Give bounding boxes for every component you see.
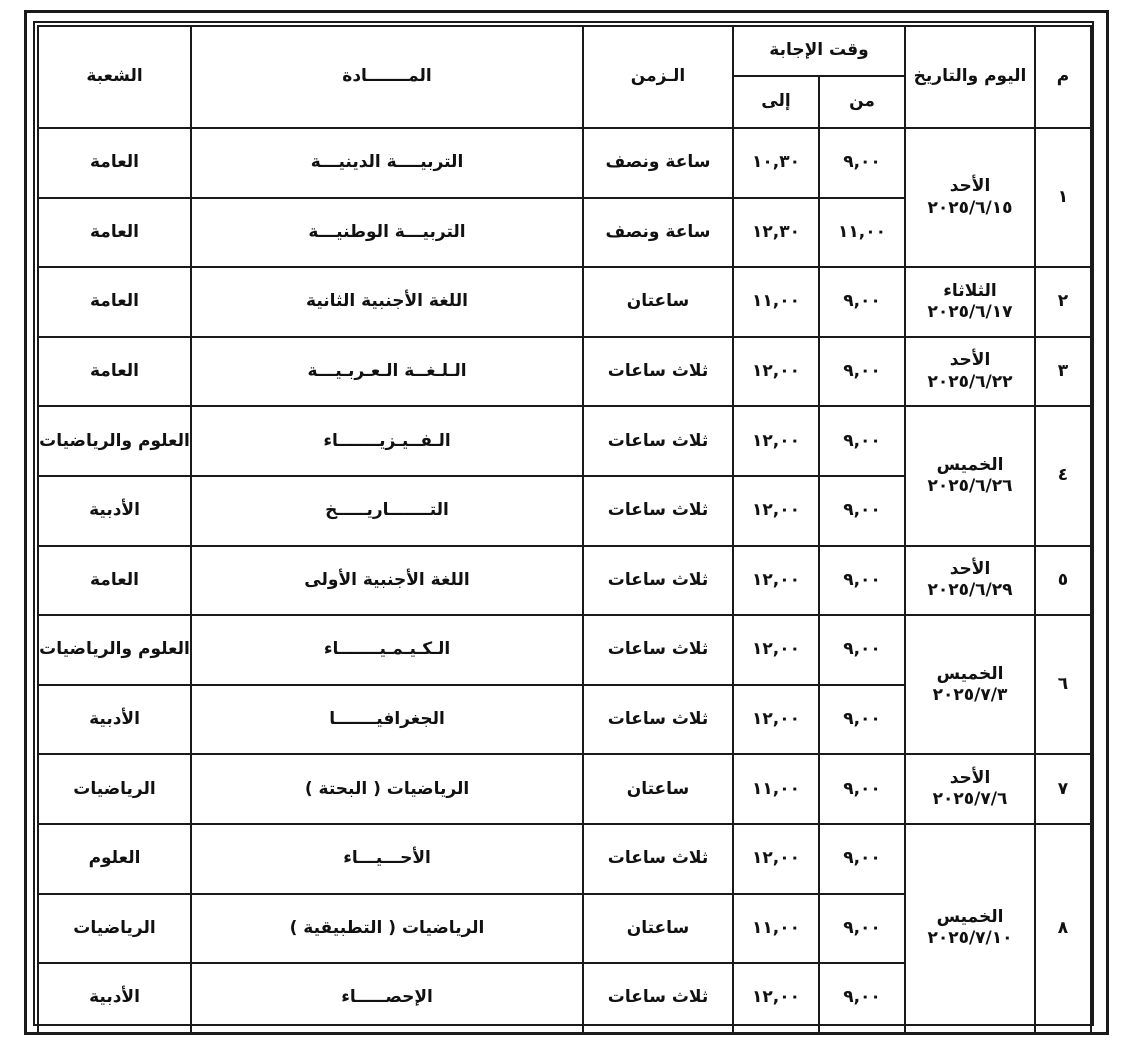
day-date-cell xyxy=(905,406,1035,545)
day-name: الخميس xyxy=(936,663,1004,684)
row-number: ٨ xyxy=(1035,824,1091,1033)
row-number: ٧ xyxy=(1035,754,1091,824)
time-to: ١٢,٠٠ xyxy=(733,963,819,1033)
branch: الرياضيات xyxy=(38,754,191,824)
subject: التـــــــاريـــــخ xyxy=(191,476,583,546)
header-num: م xyxy=(1035,26,1091,128)
branch: الأدبية xyxy=(38,963,191,1033)
day-date-cell xyxy=(905,128,1035,267)
branch: العامة xyxy=(38,267,191,337)
subject: الرياضيات ( البحتة ) xyxy=(191,754,583,824)
day-date-cell xyxy=(905,546,1035,616)
time-to: ١٢,٠٠ xyxy=(733,476,819,546)
time-from: ٩,٠٠ xyxy=(819,128,905,198)
time-from: ١١,٠٠ xyxy=(819,198,905,268)
subject: الـلـغــة الـعـربـيـــة xyxy=(191,337,583,407)
duration: ثلاث ساعات xyxy=(583,546,733,616)
day-name: الخميس xyxy=(936,454,1004,475)
day-name: الأحد xyxy=(949,350,991,371)
day-date-cell xyxy=(905,754,1035,824)
table-row xyxy=(38,546,1091,616)
table-body xyxy=(38,128,1091,1033)
table-row xyxy=(38,754,1091,824)
exam-date: ٢٠٢٥/٦/٢٢ xyxy=(927,371,1013,392)
row-number: ١ xyxy=(1035,128,1091,267)
row-number: ٣ xyxy=(1035,337,1091,407)
subject: التربيــــة الدينيـــة xyxy=(191,128,583,198)
table-row xyxy=(38,824,1091,894)
time-to: ١١,٠٠ xyxy=(733,267,819,337)
day-date-cell xyxy=(905,615,1035,754)
time-from: ٩,٠٠ xyxy=(819,894,905,964)
duration: ثلاث ساعات xyxy=(583,476,733,546)
subject: الجغرافيـــــــا xyxy=(191,685,583,755)
time-to: ١٠,٣٠ xyxy=(733,128,819,198)
exam-date: ٢٠٢٥/٦/١٧ xyxy=(927,301,1013,322)
time-from: ٩,٠٠ xyxy=(819,267,905,337)
exam-date: ٢٠٢٥/٦/١٥ xyxy=(927,197,1013,218)
branch: العامة xyxy=(38,546,191,616)
subject: التربيـــة الوطنيـــة xyxy=(191,198,583,268)
branch: العامة xyxy=(38,337,191,407)
duration: ثلاث ساعات xyxy=(583,615,733,685)
duration: ساعتان xyxy=(583,267,733,337)
branch: العامة xyxy=(38,128,191,198)
duration: ثلاث ساعات xyxy=(583,406,733,476)
table-row xyxy=(38,615,1091,685)
day-date-cell xyxy=(905,337,1035,407)
branch: العلوم والرياضيات xyxy=(38,406,191,476)
header-from: من xyxy=(819,76,905,128)
day-date-cell xyxy=(905,267,1035,337)
row-number: ٥ xyxy=(1035,546,1091,616)
time-to: ١٢,٠٠ xyxy=(733,615,819,685)
time-to: ١٢,٣٠ xyxy=(733,198,819,268)
branch: العلوم xyxy=(38,824,191,894)
table-row xyxy=(38,267,1091,337)
row-number: ٦ xyxy=(1035,615,1091,754)
duration: ثلاث ساعات xyxy=(583,337,733,407)
time-from: ٩,٠٠ xyxy=(819,963,905,1033)
duration: ثلاث ساعات xyxy=(583,963,733,1033)
duration: ثلاث ساعات xyxy=(583,685,733,755)
time-from: ٩,٠٠ xyxy=(819,754,905,824)
time-from: ٩,٠٠ xyxy=(819,406,905,476)
table-row xyxy=(38,406,1091,476)
time-to: ١١,٠٠ xyxy=(733,894,819,964)
exam-date: ٢٠٢٥/٦/٢٩ xyxy=(927,580,1013,601)
exam-date: ٢٠٢٥/٧/٦ xyxy=(932,789,1008,810)
branch: الرياضيات xyxy=(38,894,191,964)
day-date-cell xyxy=(905,824,1035,1033)
header-to: إلى xyxy=(733,76,819,128)
row-number: ٢ xyxy=(1035,267,1091,337)
subject: الرياضيات ( التطبيقية ) xyxy=(191,894,583,964)
day-name: الثلاثاء xyxy=(943,280,997,301)
time-to: ١١,٠٠ xyxy=(733,754,819,824)
branch: الأدبية xyxy=(38,685,191,755)
exam-date: ٢٠٢٥/٧/٣ xyxy=(932,684,1008,705)
branch: العامة xyxy=(38,198,191,268)
header-answer-time: وقت الإجابة xyxy=(733,26,905,76)
day-name: الأحد xyxy=(949,176,991,197)
time-to: ١٢,٠٠ xyxy=(733,406,819,476)
duration: ثلاث ساعات xyxy=(583,824,733,894)
subject: الـفــيـزيـــــــاء xyxy=(191,406,583,476)
time-from: ٩,٠٠ xyxy=(819,824,905,894)
table-header xyxy=(38,26,1091,128)
duration: ساعة ونصف xyxy=(583,198,733,268)
header-branch: الشعبة xyxy=(38,26,191,128)
branch: الأدبية xyxy=(38,476,191,546)
table-row xyxy=(38,337,1091,407)
day-name: الخميس xyxy=(936,907,1004,928)
duration: ساعتان xyxy=(583,754,733,824)
exam-date: ٢٠٢٥/٧/١٠ xyxy=(927,928,1013,949)
time-to: ١٢,٠٠ xyxy=(733,685,819,755)
day-name: الأحد xyxy=(949,767,991,788)
time-from: ٩,٠٠ xyxy=(819,615,905,685)
subject: اللغة الأجنبية الأولى xyxy=(191,546,583,616)
time-from: ٩,٠٠ xyxy=(819,337,905,407)
time-to: ١٢,٠٠ xyxy=(733,546,819,616)
time-from: ٩,٠٠ xyxy=(819,685,905,755)
time-from: ٩,٠٠ xyxy=(819,546,905,616)
duration: ساعة ونصف xyxy=(583,128,733,198)
row-number: ٤ xyxy=(1035,406,1091,545)
subject: الـكـيـمـيـــــــاء xyxy=(191,615,583,685)
day-name: الأحد xyxy=(949,559,991,580)
header-subject: المـــــــادة xyxy=(191,26,583,128)
time-from: ٩,٠٠ xyxy=(819,476,905,546)
exam-date: ٢٠٢٥/٦/٢٦ xyxy=(927,475,1013,496)
time-to: ١٢,٠٠ xyxy=(733,337,819,407)
branch: العلوم والرياضيات xyxy=(38,615,191,685)
header-day-date: اليوم والتاريخ xyxy=(905,26,1035,128)
duration: ساعتان xyxy=(583,894,733,964)
exam-schedule-table xyxy=(37,25,1092,1034)
time-to: ١٢,٠٠ xyxy=(733,824,819,894)
header-duration: الـزمن xyxy=(583,26,733,128)
subject: اللغة الأجنبية الثانية xyxy=(191,267,583,337)
subject: الأحـــيـــاء xyxy=(191,824,583,894)
table-row xyxy=(38,128,1091,198)
subject: الإحصـــــاء xyxy=(191,963,583,1033)
